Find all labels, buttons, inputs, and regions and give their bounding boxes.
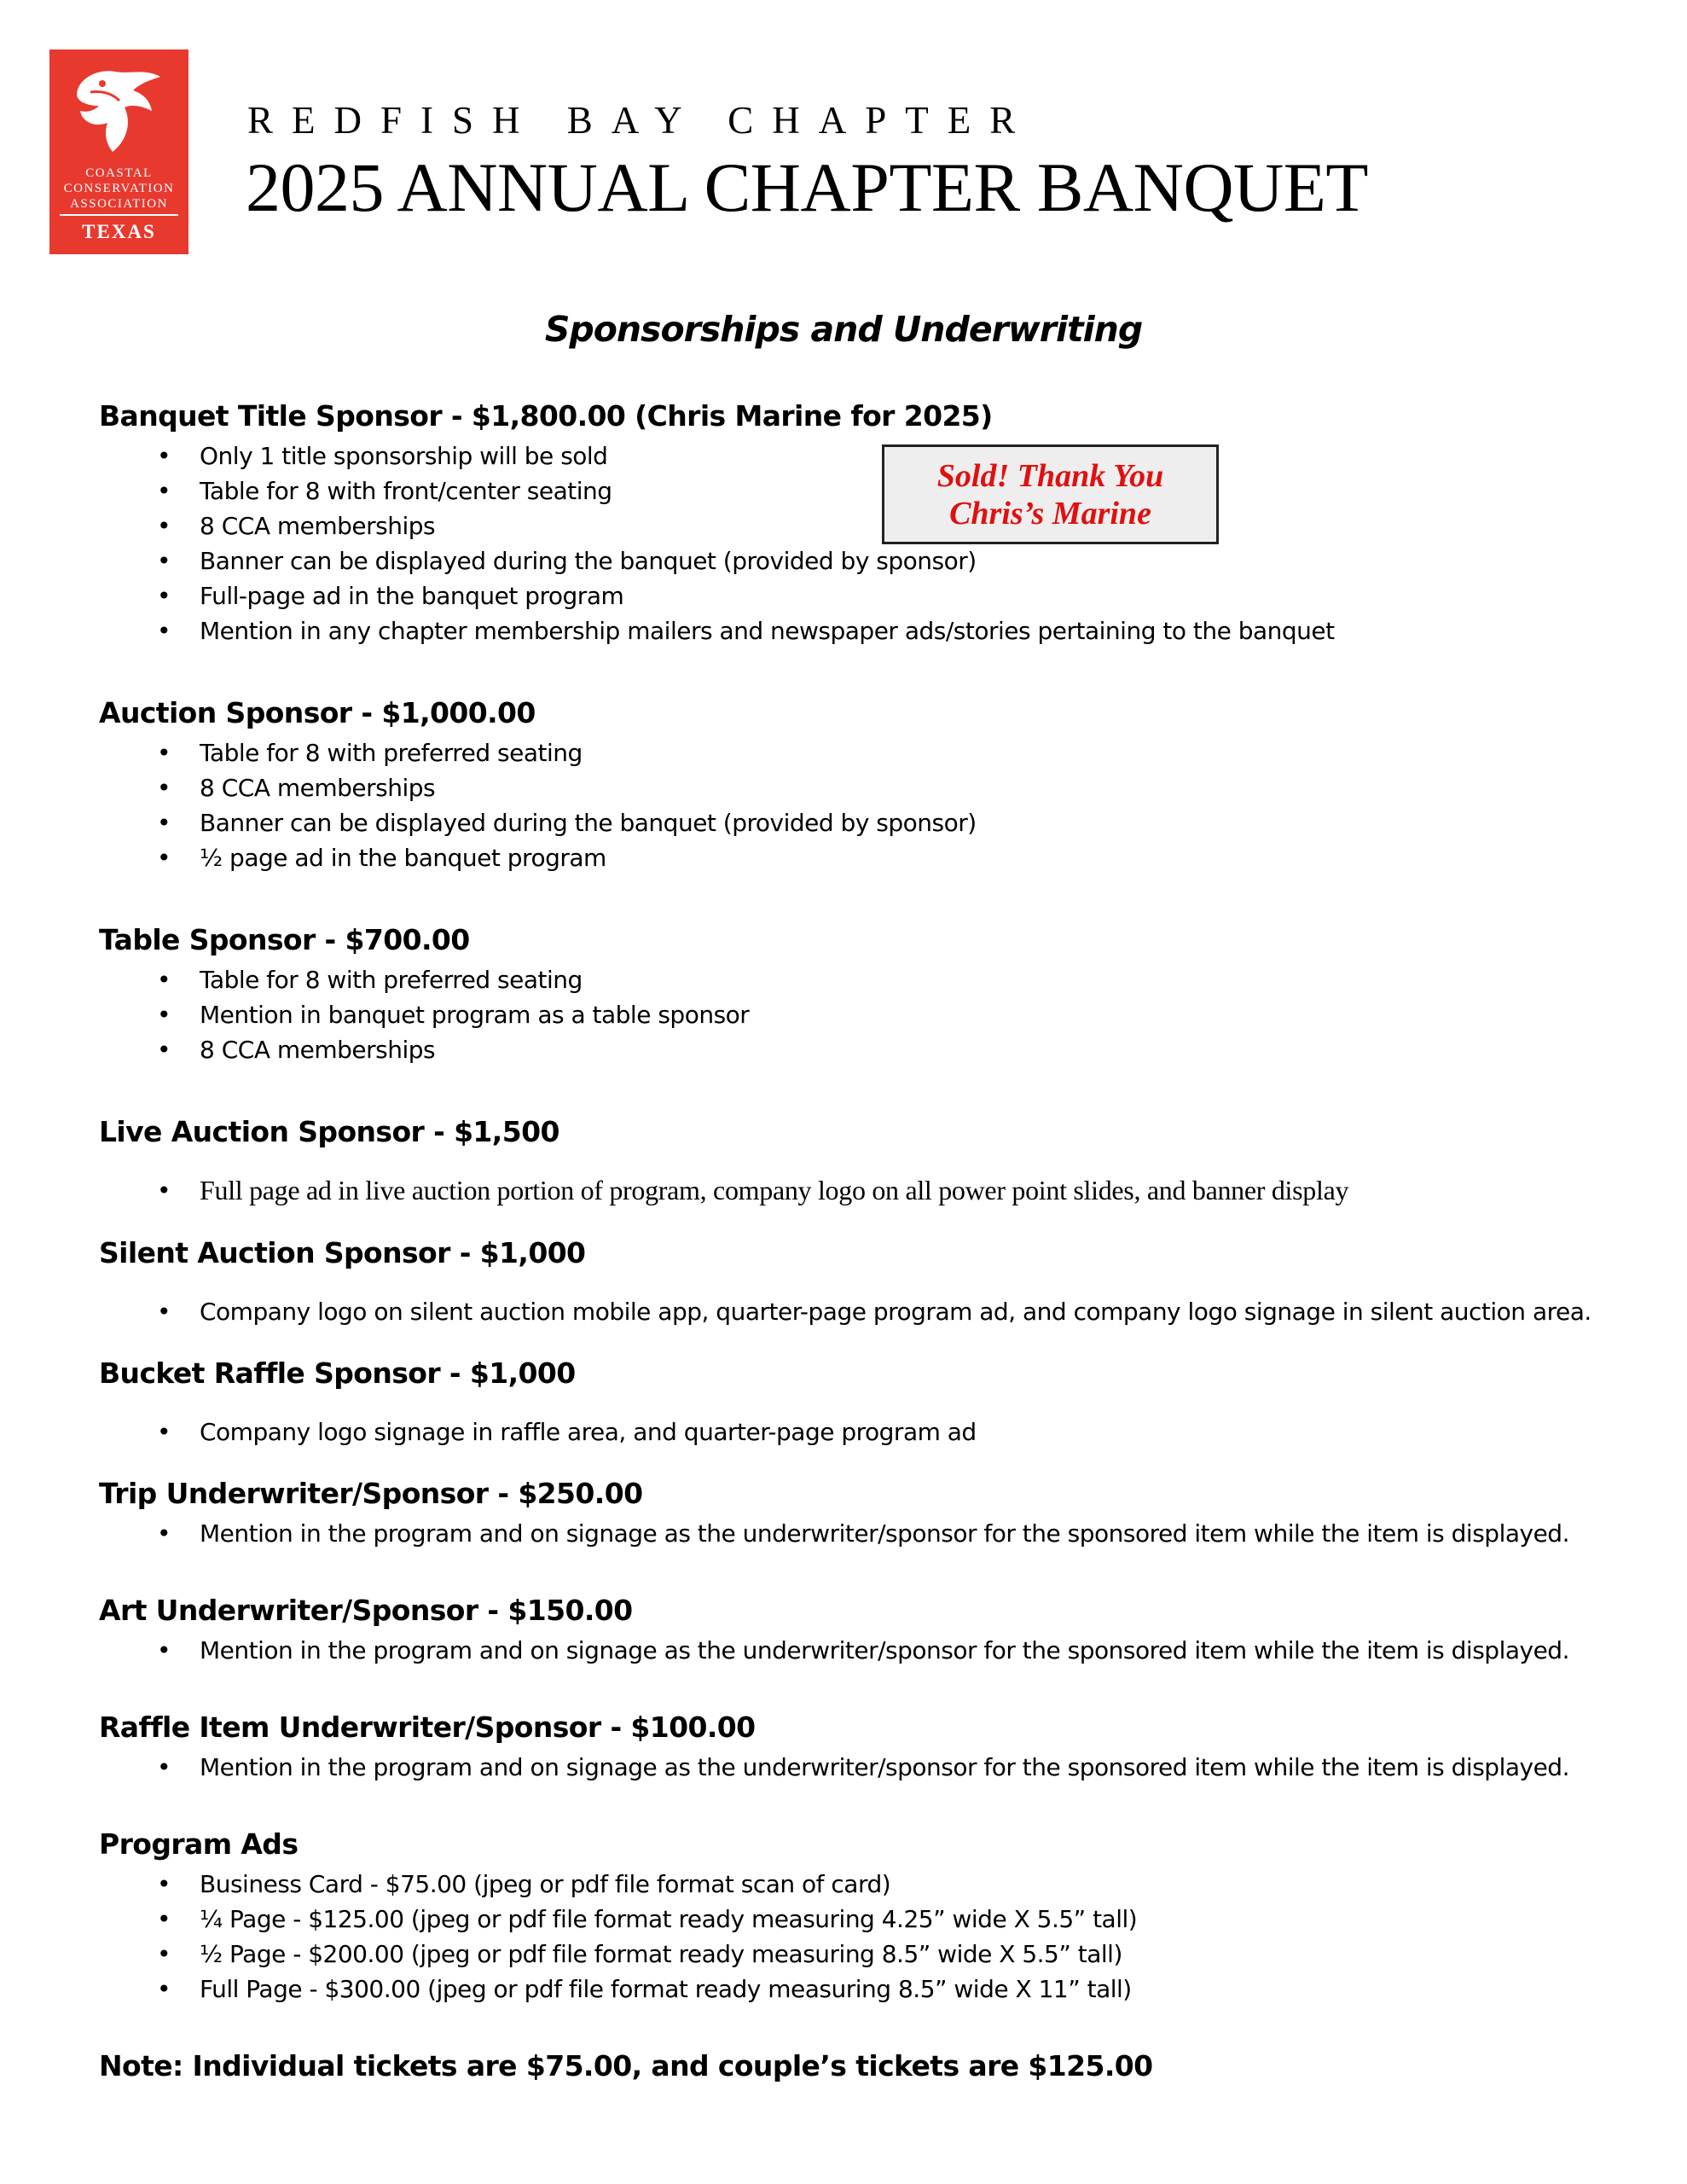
page-title: 2025 ANNUAL CHAPTER BANQUET [246, 148, 1368, 226]
chapter-name: REDFISH BAY CHAPTER [247, 99, 1035, 142]
list-item-text: Company logo on silent auction mobile app, quarter-page program ad, and company logo signage in silent auction area. [200, 1298, 1591, 1326]
spacer [99, 1396, 1651, 1414]
bullet-icon: • [157, 1298, 171, 1326]
list-item [99, 439, 1651, 473]
list-item [99, 1414, 1651, 1449]
bullet-icon: • [157, 739, 171, 767]
section-trip-underwriter [99, 1472, 1651, 1551]
list-item-text: Full page ad in live auction portion of program, company logo on all power point slides, and banner display [200, 1175, 1349, 1205]
bullet-list [99, 1516, 1651, 1551]
logo-org-line2: CONSERVATION [63, 182, 175, 195]
list-item [99, 1937, 1651, 1972]
bullet-icon: • [157, 442, 171, 470]
bullet-icon: • [157, 844, 171, 872]
list-item [99, 1972, 1651, 2007]
spacer [99, 648, 1651, 691]
bullet-list [99, 1173, 1651, 1209]
spacer [99, 875, 1651, 918]
list-item-text: 8 CCA memberships [200, 512, 436, 540]
list-item [99, 613, 1651, 648]
section-table-sponsor [99, 918, 1651, 1067]
bullet-icon: • [157, 1975, 171, 2003]
list-item [99, 770, 1651, 805]
bullet-icon: • [157, 774, 171, 802]
bullet-list [99, 1414, 1651, 1449]
list-item-text: Mention in the program and on signage as the underwriter/sponsor for the sponsored item while the item is displayed. [200, 1636, 1569, 1664]
list-item-text: Only 1 title sponsorship will be sold [200, 442, 608, 470]
bullet-icon: • [157, 1870, 171, 1898]
sold-notice-line1: Sold! Thank You [936, 458, 1164, 494]
spacer [99, 1785, 1651, 1822]
logo-org-line3: ASSOCIATION [70, 197, 168, 211]
sponsorship-list [99, 394, 1651, 2088]
list-item-text: Mention in the program and on signage as the underwriter/sponsor for the sponsored item while the item is displayed. [200, 1519, 1569, 1548]
bullet-icon: • [157, 1905, 171, 1933]
bullet-icon: • [157, 1519, 171, 1548]
logo-state: TEXAS [82, 221, 156, 242]
bullet-icon: • [157, 1753, 171, 1781]
list-item-text: Full-page ad in the banquet program [200, 582, 624, 610]
spacer [99, 1449, 1651, 1472]
list-item [99, 805, 1651, 840]
section-heading: Bucket Raffle Sponsor - $1,000 [99, 1356, 576, 1390]
section-heading: Live Auction Sponsor - $1,500 [99, 1115, 559, 1148]
bullet-list [99, 1867, 1651, 2007]
page-subtitle: Sponsorships and Underwriting [544, 309, 1143, 350]
spacer [99, 1551, 1651, 1589]
section-bucket-raffle-sponsor [99, 1351, 1651, 1449]
bullet-list [99, 735, 1651, 875]
list-item [99, 1633, 1651, 1668]
section-heading: Raffle Item Underwriter/Sponsor - $100.00 [99, 1711, 756, 1744]
section-auction-sponsor [99, 691, 1651, 875]
list-item-text: Table for 8 with preferred seating [200, 739, 583, 767]
logo-org-line1: COASTAL [85, 166, 153, 180]
cca-texas-logo [49, 49, 188, 254]
list-item-text: ¼ Page - $125.00 (jpeg or pdf file format ready measuring 4.25” wide X 5.5” tall) [200, 1905, 1138, 1933]
ticket-price-note: Note: Individual tickets are $75.00, and couple’s tickets are $125.00 [99, 2049, 1153, 2082]
spacer [99, 2007, 1651, 2044]
list-item [99, 1902, 1651, 1937]
bullet-list [99, 1750, 1651, 1785]
spacer [99, 1067, 1651, 1110]
bullet-list [99, 1633, 1651, 1668]
section-program-ads [99, 1822, 1651, 2007]
spacer [99, 1209, 1651, 1231]
list-item-text: ½ Page - $200.00 (jpeg or pdf file format ready measuring 8.5” wide X 5.5” tall) [200, 1940, 1122, 1968]
section-heading: Silent Auction Sponsor - $1,000 [99, 1236, 586, 1269]
bullet-icon: • [157, 1001, 171, 1029]
section-banquet-title-sponsor [99, 394, 1651, 648]
list-item-text: Table for 8 with preferred seating [200, 966, 583, 994]
list-item-text: Table for 8 with front/center seating [200, 477, 612, 505]
list-item-text: Banner can be displayed during the banquet (provided by sponsor) [200, 809, 977, 837]
list-item-text: ½ page ad in the banquet program [200, 844, 606, 872]
bullet-icon: • [157, 1036, 171, 1064]
sold-notice-line2: Chris’s Marine [949, 496, 1151, 531]
bullet-icon: • [157, 966, 171, 994]
spacer [99, 1275, 1651, 1294]
list-item [99, 473, 1651, 508]
logo-org-name [49, 166, 188, 212]
list-item [99, 735, 1651, 770]
list-item [99, 1516, 1651, 1551]
list-item-text: 8 CCA memberships [200, 1036, 436, 1064]
list-item-text: Banner can be displayed during the banquet (provided by sponsor) [200, 547, 977, 575]
section-heading: Trip Underwriter/Sponsor - $250.00 [99, 1477, 643, 1510]
list-item-text: Mention in any chapter membership mailers and newspaper ads/stories pertaining to the banquet [200, 617, 1335, 645]
list-item [99, 1750, 1651, 1785]
list-item-text: 8 CCA memberships [200, 774, 436, 802]
bullet-icon: • [157, 617, 171, 645]
list-item-text: Business Card - $75.00 (jpeg or pdf file format scan of card) [200, 1870, 891, 1898]
section-heading: Banquet Title Sponsor - $1,800.00 (Chris Marine for 2025) [99, 399, 993, 433]
spacer [99, 1329, 1651, 1351]
bullet-icon: • [157, 1176, 171, 1205]
section-heading: Table Sponsor - $700.00 [99, 923, 470, 956]
bullet-icon: • [157, 512, 171, 540]
redfish-icon [68, 61, 171, 164]
list-item [99, 578, 1651, 613]
bullet-list [99, 962, 1651, 1067]
section-art-underwriter [99, 1589, 1651, 1668]
logo-divider [60, 214, 178, 216]
list-item-text: Mention in banquet program as a table sponsor [200, 1001, 750, 1029]
spacer [99, 1668, 1651, 1705]
list-item [99, 1173, 1651, 1209]
list-item [99, 1294, 1651, 1329]
bullet-icon: • [157, 547, 171, 575]
list-item [99, 962, 1651, 997]
list-item [99, 1032, 1651, 1067]
bullet-list [99, 439, 1651, 648]
section-silent-auction-sponsor [99, 1231, 1651, 1329]
bullet-icon: • [157, 582, 171, 610]
list-item [99, 543, 1651, 578]
bullet-list [99, 1294, 1651, 1329]
bullet-icon: • [157, 477, 171, 505]
section-raffle-item-underwriter [99, 1705, 1651, 1785]
bullet-icon: • [157, 809, 171, 837]
section-heading: Program Ads [99, 1827, 299, 1861]
list-item-text: Mention in the program and on signage as the underwriter/sponsor for the sponsored item while the item is displayed. [200, 1753, 1569, 1781]
bullet-icon: • [157, 1940, 171, 1968]
section-heading: Art Underwriter/Sponsor - $150.00 [99, 1594, 633, 1627]
list-item [99, 508, 1651, 543]
bullet-icon: • [157, 1418, 171, 1446]
bullet-icon: • [157, 1636, 171, 1664]
section-heading: Auction Sponsor - $1,000.00 [99, 696, 536, 729]
list-item [99, 840, 1651, 875]
spacer [99, 1154, 1651, 1173]
section-live-auction-sponsor [99, 1110, 1651, 1209]
list-item-text: Full Page - $300.00 (jpeg or pdf file format ready measuring 8.5” wide X 11” tall) [200, 1975, 1132, 2003]
list-item [99, 997, 1651, 1032]
list-item-text: Company logo signage in raffle area, and quarter-page program ad [200, 1418, 977, 1446]
list-item [99, 1867, 1651, 1902]
